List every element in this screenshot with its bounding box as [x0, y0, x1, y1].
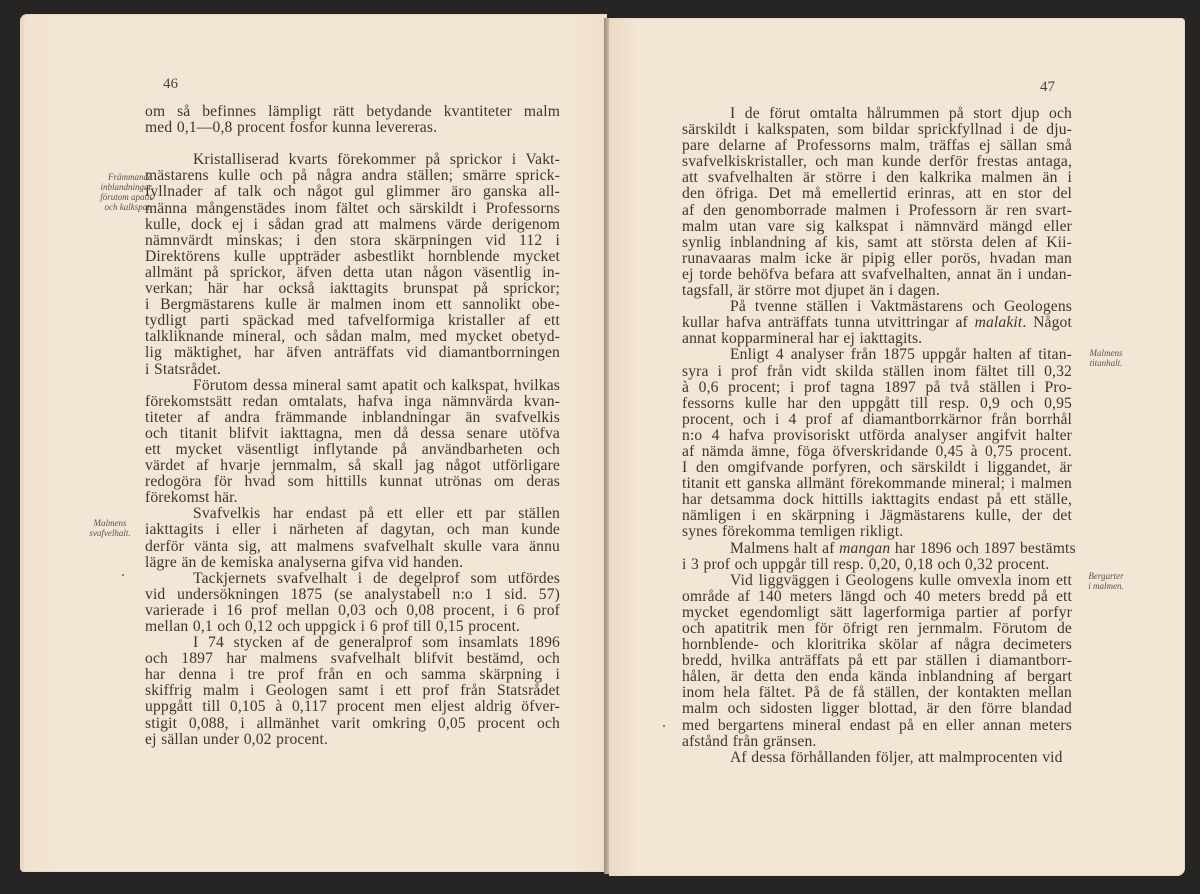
- margin-note-line: inblandningar: [100, 182, 152, 192]
- text-line: att svafvelhalten är större i den kalkrika malmen än i: [682, 169, 1072, 187]
- text-line: och titanit blifvit iakttagna, men då dessa senare utöfva: [145, 424, 560, 442]
- text-line: talkliknande mineral, och sådan malm, med mycket obetyd-: [145, 328, 560, 346]
- text-line: synlig inblandning af kis, samt att största delen af Kii-: [682, 233, 1072, 251]
- text-line: ett mycket väsentligt inflytande på användbarheten och: [145, 440, 560, 458]
- text-line: i Bergmästarens kulle är malmen inom ett sannolikt obe-: [145, 296, 560, 314]
- text-line: bredd, hvilka anträffats på ett par ställen i diamantborr-: [682, 652, 1072, 670]
- text-line: redogöra för hvad som hittills kunnat utrönas om deras: [145, 473, 560, 491]
- text-line: och apatitrik men för öfrigt ren jernmalm. Förutom de: [682, 620, 1072, 637]
- text-line: varierade i 16 prof mellan 0,03 och 0,08 procent, i 6 prof: [145, 601, 560, 619]
- text-line: n:o 4 hafva provisoriskt utförda analyser angifvit halter: [682, 426, 1072, 444]
- text-line: fyllnader af talk och något gul glimmer äro ganska all-: [145, 183, 560, 201]
- margin-note-line: i malmen.: [1088, 581, 1124, 591]
- text-line: derför vänta sig, att malmens svafvelhalt skulle vara ännu: [145, 537, 560, 555]
- text-line: nämnvärdt minskas; i den stora skärpningen vid 112 i: [145, 231, 560, 249]
- text-line: med 0,1—0,8 procent fosfor kunna levereras.: [145, 119, 438, 137]
- text-line: I 74 stycken af de generalprof som insamlats 1896: [193, 634, 560, 652]
- margin-note-bergarter-i-malmen: [1078, 571, 1134, 591]
- text-line: Vid liggväggen i Geologens kulle omvexla inom ett: [730, 571, 1072, 589]
- text-line: synes förekomma temligen rikligt.: [682, 523, 904, 541]
- margin-note-framande-inblandningar: [72, 172, 152, 212]
- text-line: annat kopparmineral har ej iakttagits.: [682, 330, 923, 348]
- page-number-right: 47: [1040, 79, 1055, 95]
- text-line: lig mäktighet, har äfven anträffats vid diamantborrningen: [145, 344, 560, 362]
- text-line: har detsamma dock hittills iakttagits endast på ett ställe,: [682, 491, 1072, 509]
- text-line: à 0,6 procent; i prof tagna 1897 på två ställen i Pro-: [682, 378, 1072, 396]
- text-line: I de förut omtalta hålrummen på stort djup och: [730, 105, 1072, 122]
- text-line: med bergartens mineral endast på en eller annan meters: [682, 716, 1072, 734]
- text-line: förekomstsätt redan omtalats, hafva inga nämnvärda kvan-: [145, 392, 560, 410]
- text-line: skiffrig malm i Geologen samt i ett prof från Statsrådet: [145, 682, 560, 700]
- page-number-left: 46: [163, 76, 178, 92]
- text-line: hålen, är detta den enda kända inblandning af bergart: [682, 668, 1072, 686]
- text-line: af den genomborrade malmen i Professorn är ren svart-: [682, 201, 1072, 219]
- text-line: nämligen i en skärpning i Jägmästarens kulle, der det: [682, 507, 1072, 525]
- text-line: område af 140 meters längd och 40 meters bredd på ett: [682, 587, 1072, 605]
- text-line: värdet af hvarje jernmalm, så skall jag något utförligare: [145, 457, 560, 475]
- text-line: i Statsrådet.: [145, 360, 222, 378]
- text-line: malm utan vare sig kalkspat i nämnvärd mängd eller: [682, 217, 1072, 235]
- text-line: Kristalliserad kvarts förekommer på sprickor i Vakt-: [193, 151, 560, 169]
- text-line: mycket egendomligt sätt lagerformiga partier af porfyr: [682, 603, 1072, 621]
- margin-note-line: svafvelhalt.: [89, 528, 131, 538]
- text-line: titanit ett ganska allmänt förekommande mineral; i malmen: [682, 475, 1072, 493]
- text-line: procent, och i 4 prof af diamantborrkärnor från borrhål: [682, 410, 1072, 428]
- text-line: kullar hafva anträffats tunna utvittringar af malakit. Något: [682, 314, 1072, 332]
- text-line: fessorns kulle har den uppgått till resp. 0,9 och 0,95: [682, 394, 1072, 412]
- margin-note-line: och kalkspat.: [104, 202, 152, 212]
- text-line: syra i prof från vidt skilda ställen inom fältet till 0,32: [682, 362, 1072, 380]
- text-line: På tvenne ställen i Vaktmästarens och Geologens: [730, 298, 1072, 316]
- text-line: allmänt på sprickor, äfven detta utan någon väsentlig in-: [145, 263, 560, 281]
- text-line: mellan 0,1 och 0,12 och uppgick i 6 prof till 0,15 procent.: [145, 618, 521, 635]
- paper-speck: [122, 574, 124, 576]
- text-line: af nämda ämne, föga öfverskridande 0,45 à 0,75 procent.: [682, 442, 1072, 460]
- text-line: lägre än de kemiska analyserna gifva vid handen.: [145, 553, 464, 571]
- text-line: verkan; här har också iakttagits brunspat på sprickor;: [145, 280, 560, 298]
- text-line: malm och sidosten ligger blottad, är den förre blandad: [682, 700, 1072, 718]
- text-line: vid undersökningen 1875 (se analystabell n:o 1 sid. 57): [145, 585, 560, 603]
- margin-note-malmens-titanhalt: [1078, 348, 1134, 368]
- margin-note-line: Bergarter: [1088, 571, 1124, 581]
- text-line: mästarens kulle och på några andra ställen; smärre sprick-: [145, 167, 560, 185]
- text-line: har denna i tre prof från en och samma skärpning i: [145, 666, 560, 684]
- text-line: tagsfall, är större mot djupet än i dagen.: [682, 282, 940, 300]
- text-line: I den omgifvande porfyren, och särskildt i liggandet, är: [682, 459, 1072, 477]
- margin-note-line: Malmens: [1089, 348, 1123, 358]
- text-line: inom hela fältet. På de få ställen, der kontakten mellan: [682, 684, 1072, 702]
- paper-speck: [663, 725, 665, 727]
- text-line: särskildt i kalkspaten, som bildar sprickfyllnad i de dju-: [682, 121, 1072, 139]
- text-line: kulle, dock ej i sådan grad att malmens värde derigenom: [145, 215, 560, 233]
- text-line: tydligt parti späckad med tafvelformiga kristaller af ett: [145, 312, 560, 330]
- margin-note-line: Främmande: [108, 172, 152, 182]
- text-line: afstånd från gränsen.: [682, 732, 817, 750]
- text-line: Direktörens kulle uppträder asbestlikt hornblende mycket: [145, 247, 560, 265]
- text-line: ej torde behöfva befara att svafvelhalten, annat än i undan-: [682, 265, 1072, 283]
- text-line: iakttagits i eller i närheten af dagytan, och man kunde: [145, 521, 560, 539]
- margin-note-line: titanhalt.: [1089, 358, 1123, 368]
- text-line: svafvelkiskristaller, och man kunde derför frestas antaga,: [682, 153, 1072, 171]
- margin-note-malmens-svafvelhalt: [72, 518, 148, 538]
- text-line: Tackjernets svafvelhalt i de degelprof som utfördes: [193, 569, 560, 587]
- text-line: pare delarne af Professorns malm, träffas ej sällan små: [682, 137, 1072, 155]
- text-line: Svafvelkis har endast på ett eller ett par ställen: [193, 505, 560, 523]
- left-page-body: [145, 104, 560, 748]
- text-line: i 3 prof och uppgår till resp. 0,20, 0,18 och 0,32 procent.: [682, 555, 1050, 573]
- text-line: hornblende- och kloritrika skölar af några decimeters: [682, 636, 1072, 654]
- text-line: Förutom dessa mineral samt apatit och kalkspat, hvilkas: [193, 376, 560, 394]
- text-line: Malmens halt af mangan har 1896 och 1897 bestämts: [730, 539, 1076, 557]
- text-line: runavaaras malm icke är pipig eller porös, hvadan man: [682, 249, 1072, 267]
- text-line: Af dessa förhållanden följer, att malmprocenten vid: [730, 748, 1063, 766]
- text-line: och 1897 har malmens svafvelhalt blifvit bestämd, och: [145, 650, 560, 668]
- text-line: titeter af andra främmande inblandningar än svafvelkis: [145, 408, 560, 426]
- text-line: stigit 0,088, i allmänhet varit omkring 0,05 procent och: [145, 714, 560, 732]
- text-line: männa mångenstädes inom fältet och särskildt i Professorns: [145, 199, 560, 217]
- text-line: om så befinnes lämpligt rätt betydande kvantiteter malm: [145, 103, 560, 120]
- margin-note-line: Malmens: [93, 518, 127, 528]
- text-line: förekomst här.: [145, 489, 238, 507]
- text-line: den öfriga. Det må emellertid erinras, att en stor del: [682, 185, 1072, 203]
- right-page-body: [682, 105, 1076, 766]
- text-line: uppgått till 0,105 à 0,117 procent men eljest aldrig öfver-: [145, 698, 560, 716]
- text-line: Enligt 4 analyser från 1875 uppgår halten af titan-: [730, 346, 1072, 364]
- margin-note-line: förutom apatit: [100, 192, 152, 202]
- paragraph-spacer: [145, 136, 560, 152]
- text-line: ej sällan under 0,02 procent.: [145, 730, 329, 748]
